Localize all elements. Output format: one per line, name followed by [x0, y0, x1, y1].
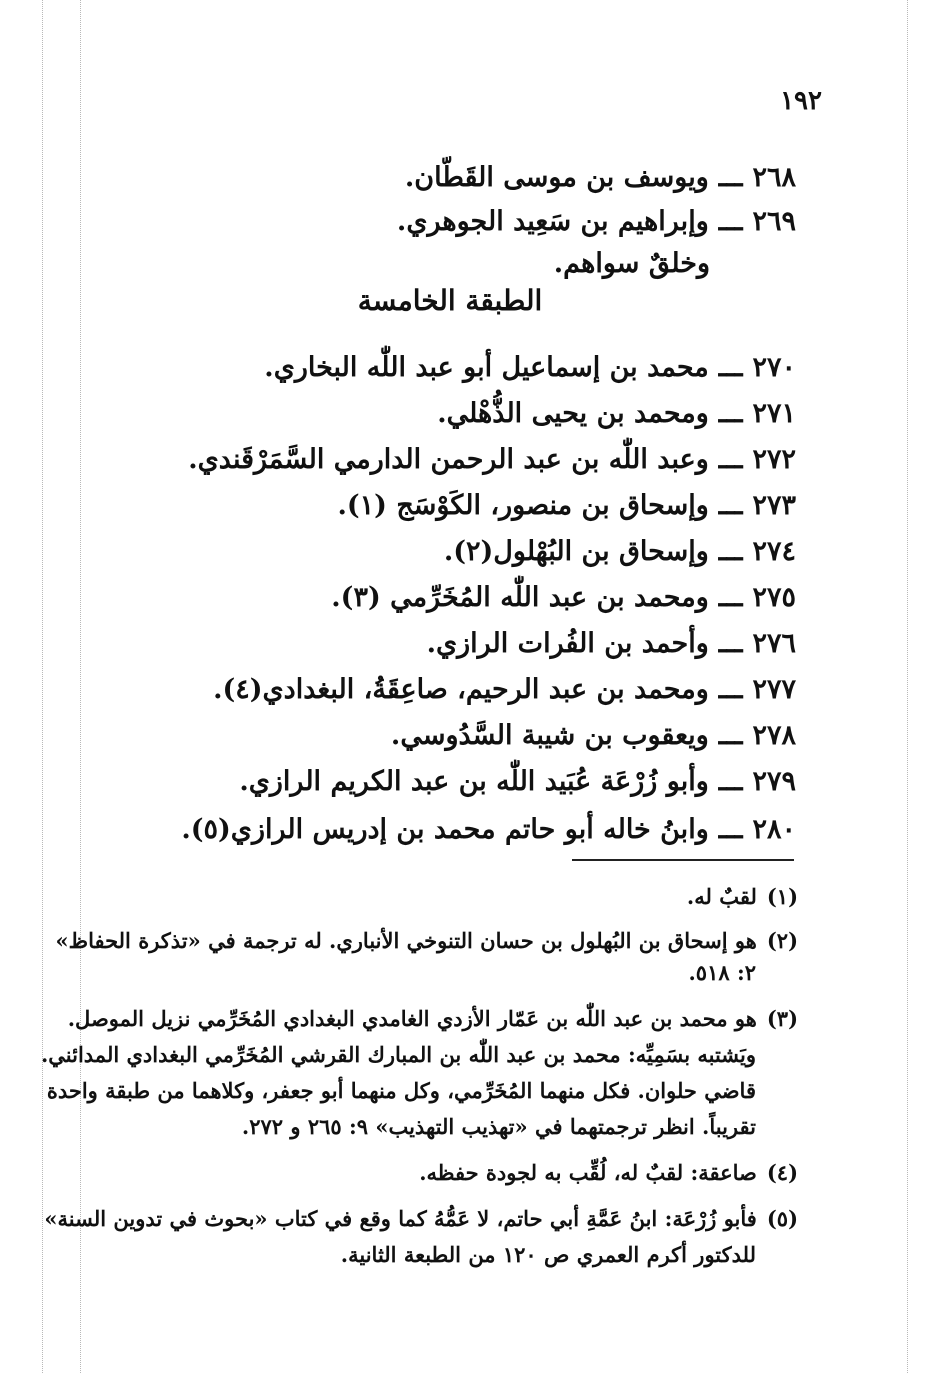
entry-text: ومحمد بن عبد الرحيم، صاعِقَةُ، البغدادي(٤).: [213, 674, 709, 705]
entry-dash: ـــ: [718, 628, 743, 659]
entry-number: ٢٦٨: [752, 162, 796, 193]
entry-text: وإبراهيم بن سَعِيد الجوهري.: [396, 206, 709, 237]
entry-dash: ـــ: [718, 814, 743, 845]
footnote: [56, 926, 798, 956]
entry-text: محمد بن إسماعيل أبو عبد اللّٰه البخاري.: [264, 352, 709, 383]
entry-number: ٢٧٧: [752, 674, 796, 705]
entry-text: ويوسف بن موسى القَطّان.: [404, 162, 709, 193]
entry-number: ٢٧٥: [752, 582, 796, 613]
entry-dash: ـــ: [718, 398, 743, 429]
footnote-continuation: ٢: ٥١٨.: [688, 960, 756, 985]
footnote: [687, 882, 798, 912]
footnote-continuation: تقريباً. انظر ترجمتهما في «تهذيب التهذيب» ٩: ٢٦٥ و ٢٧٢.: [241, 1114, 756, 1139]
footnote-continuation: ويَشتبه بسَمِيِّه: محمد بن عبد اللّٰه بن المبارك القرشي المُخَرِّمي البغدادي المدائني.: [40, 1042, 756, 1067]
entry-number: ٢٧٣: [752, 490, 796, 521]
list-item: [188, 442, 796, 478]
footnote-number: (٥): [766, 1206, 798, 1231]
entry-number: ٢٧٩: [752, 766, 796, 797]
entry-number: ٢٧٨: [752, 720, 796, 751]
entry-dash: ـــ: [718, 720, 743, 751]
list-item: [264, 350, 796, 386]
entry-dash: ـــ: [718, 582, 743, 613]
entry-dash: ـــ: [718, 444, 743, 475]
list-item: [397, 204, 796, 240]
footnote-continuation: للدكتور أكرم العمري ص ١٢٠ من الطبعة الثانية.: [340, 1242, 756, 1267]
footnote-number: (٣): [766, 1006, 798, 1031]
margin-dotted-line: [907, 0, 908, 1373]
entry-text: وأحمد بن الفُرات الرازي.: [426, 628, 709, 659]
section-title: الطبقة الخامسة: [357, 284, 543, 317]
entry-dash: ـــ: [718, 674, 743, 705]
entry-number: ٢٧١: [752, 398, 796, 429]
entry-dash: ـــ: [718, 352, 743, 383]
list-item: [405, 160, 796, 196]
entry-dash: ـــ: [718, 490, 743, 521]
footnote-number: (١): [766, 884, 798, 909]
entry-text: ومحمد بن عبد اللّٰه المُخَرِّمي (٣).: [331, 582, 709, 613]
list-item: [331, 580, 796, 616]
entry-text: وابنُ خاله أبو حاتم محمد بن إدريس الرازي(٥).: [181, 814, 709, 845]
entry-text: وإسحاق بن البُهْلول(٢).: [443, 536, 709, 567]
list-item: [213, 672, 796, 708]
entry-number: ٢٨٠: [752, 814, 796, 845]
entry-text: وأبو زُرْعَة عُبَيد اللّٰه بن عبد الكريم الرازي.: [239, 766, 709, 797]
entry-number: ٢٧٤: [752, 536, 796, 567]
footnote-number: (٤): [766, 1160, 798, 1185]
footnote-number: (٢): [766, 928, 798, 953]
margin-dotted-line: [80, 0, 81, 1373]
entry-number: ٢٦٩: [752, 206, 796, 237]
entry-number: ٢٧٦: [752, 628, 796, 659]
entry-dash: ـــ: [718, 206, 743, 237]
entry-number: ٢٧٢: [752, 444, 796, 475]
list-item: [444, 534, 796, 570]
entry-text: ويعقوب بن شيبة السَّدُوسي.: [390, 720, 709, 751]
page-number: ١٩٢: [780, 86, 822, 116]
footnote: [44, 1204, 798, 1234]
list-item: [427, 626, 796, 662]
footnote-text: صاعقة: لقبٌ له، لُقِّب به لجودة حفظه.: [419, 1160, 757, 1185]
footnote-text: هو محمد بن عبد اللّٰه بن عَمّار الأزدي الغامدي البغدادي المُخَرِّمي نزيل الموصل.: [67, 1006, 757, 1031]
closing-line: وخلقٌ سواهم.: [553, 248, 710, 279]
list-item: [337, 488, 796, 524]
entry-dash: ـــ: [718, 162, 743, 193]
footnote-text: فأبو زُرْعَة: ابنُ عَمَّةِ أبي حاتم، لا عَمُّهُ كما وقع في كتاب «بحوث في تدوين السنة»: [44, 1206, 757, 1231]
footnote-text: لقبٌ له.: [686, 884, 757, 909]
entry-dash: ـــ: [718, 536, 743, 567]
footnote-separator: [572, 859, 794, 861]
entry-dash: ـــ: [718, 766, 743, 797]
entry-number: ٢٧٠: [752, 352, 796, 383]
footnote-text: هو إسحاق بن البُهلول بن حسان التنوخي الأنباري. له ترجمة في «تذكرة الحفاظ»: [55, 928, 757, 953]
list-item: [181, 812, 796, 848]
list-item: [239, 764, 796, 800]
footnote: [68, 1004, 798, 1034]
footnote: [419, 1158, 798, 1188]
entry-text: وعبد اللّٰه بن عبد الرحمن الدارمي السَّمَرْقَندي.: [188, 444, 709, 475]
list-item: [437, 396, 796, 432]
margin-dotted-line: [42, 0, 43, 1373]
footnote-continuation: قاضي حلوان. فكل منهما المُخَرِّمي، وكل منهما أبو جعفر، وكلاهما من طبقة واحدة: [46, 1078, 756, 1103]
list-item: [391, 718, 796, 754]
entry-text: وإسحاق بن منصور، الكَوْسَج (١).: [337, 490, 709, 521]
entry-text: ومحمد بن يحيى الذُّهْلي.: [437, 398, 709, 429]
